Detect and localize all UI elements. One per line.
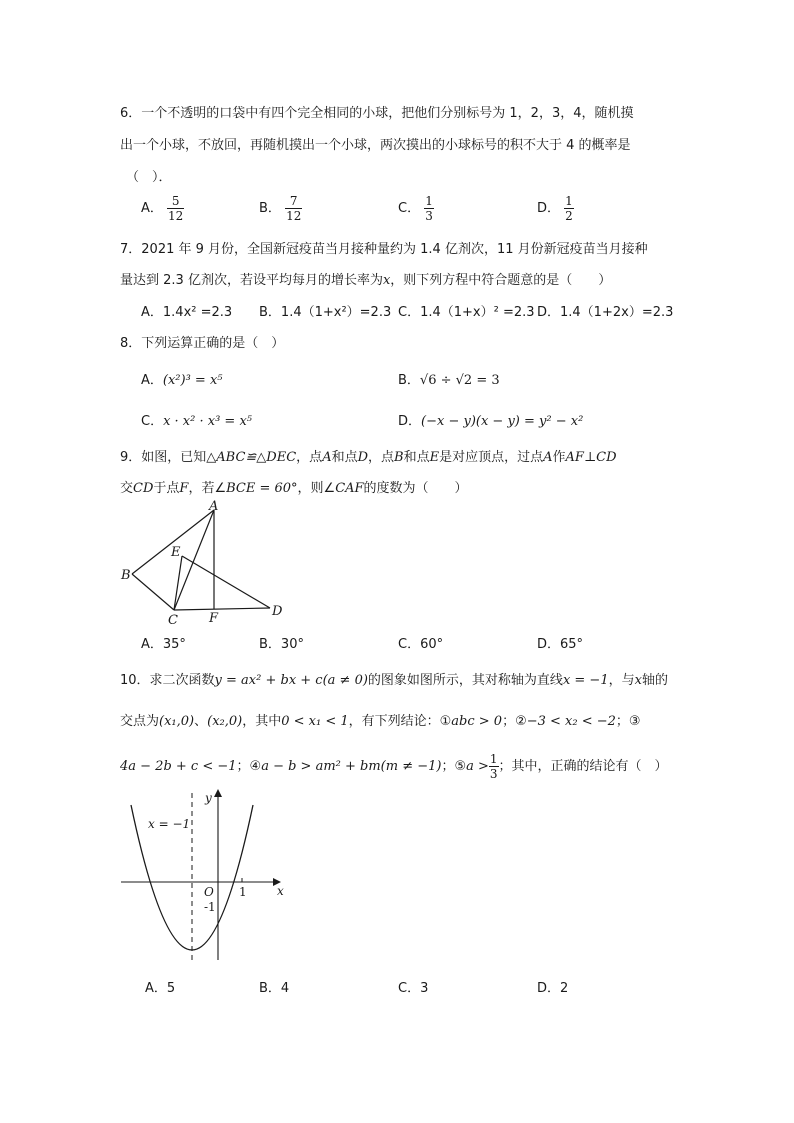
q8-option-b: B．√6 ÷ √2 = 3 [398,373,500,388]
option-label: A． [141,201,163,216]
q6-line3: （ ）． [126,170,172,185]
q6-option-b [259,194,302,223]
q10-line2: 交点为(x₁,0)、(x₂,0)，其中0 < x₁ < 1，有下列结论：①abc > 0；②−3 < x₂ < −2；③ [120,714,641,729]
fraction: $\frac{1}{3}$ [425,194,433,223]
q7-line2: 量达到 2.3 亿剂次，若设平均每月的增长率为x，则下列方程中符合题意的是（ ） [120,273,612,288]
q9-option-c: C．60° [398,637,444,652]
q9-line1: 9．如图，已知△ABC≌△DEC，点A和点D，点B和点E是对应顶点，过点A作AF⊥CD [120,450,617,465]
segment-BC [132,574,174,610]
label-C: C [168,613,178,628]
q9-option-d: D．65° [537,637,584,652]
triangle-lines [132,510,270,610]
label-B: B [121,568,131,583]
fraction: $\frac{1}{2}$ [565,194,573,223]
fraction: $\frac{5}{12}$ [168,194,184,223]
q10-option-d: D．2 [537,981,569,996]
segment-EC [174,556,182,610]
q9-option-b: B．30° [259,637,304,652]
q6-option-c [398,194,434,223]
label-A: A [209,499,219,514]
q10-option-a: A．5 [145,981,176,996]
q6-option-d [537,194,574,223]
q8-option-c: C．x · x² · x³ = x⁵ [141,414,252,429]
fraction: $\frac{7}{12}$ [286,194,302,223]
label-one: 1 [239,885,247,899]
q9-line2: 交CD于点F，若∠BCE = 60°，则∠CAF的度数为（ ） [120,481,468,496]
q7-line1: 7．2021 年 9 月份，全国新冠疫苗当月接种量约为 1.4 亿剂次，11 月份新冠疫苗当月接种 [120,242,648,257]
label-axis-eq: x = −1 [148,817,191,831]
q7-option-a: A．1.4x² =2.3 [141,305,233,320]
label-neg-one: -1 [204,900,216,914]
segment-ED [182,556,270,608]
q6-line1: 6．一个不透明的口袋中有四个完全相同的小球，把他们分别标号为 1，2，3，4，随机摸 [120,106,634,121]
fraction: $\frac{1}{3}$ [489,752,498,781]
option-label: B． [259,201,281,216]
y-axis-arrow [214,789,222,797]
q6-line2: 出一个小球，不放回，再随机摸出一个小球，两次摸出的小球标号的积不大于 4 的概率是 [120,138,631,153]
q6-option-a [141,194,184,223]
q7-option-d: D．1.4（1+2x）=2.3 [537,305,674,320]
q10-option-c: C．3 [398,981,429,996]
q10-line3: 4a − 2b + c < −1；④a − b > am² + bm(m ≠ −1)；⑤a > $\frac{1}{3}$ ；其中，正确的结论有（ ） [120,752,668,781]
parabola-graph [115,785,290,965]
label-y: y [205,791,212,805]
q8-stem: 8．下列运算正确的是（ ） [120,336,285,351]
q9-option-a: A．35° [141,637,186,652]
label-F: F [209,611,219,626]
segment-CD [174,608,270,610]
variable-x: x [382,273,391,288]
q10-option-b: B．4 [259,981,290,996]
label-x: x [277,884,284,898]
q8-option-a: A．(x²)³ = x⁵ [141,373,223,388]
option-label: D． [537,201,561,216]
q7-option-b: B．1.4（1+x²）=2.3 [259,305,392,320]
q8-option-d: D．(−x − y)(x − y) = y² − x² [398,414,584,429]
option-label: C． [398,201,421,216]
triangle-figure [110,498,300,628]
q7-option-c: C．1.4（1+x）² =2.3 [398,305,535,320]
label-origin: O [204,885,214,899]
label-E: E [171,545,181,560]
q10-line1: 10．求二次函数y = ax² + bx + c(a ≠ 0)的图象如图所示，其对称轴为直线x = −1，与x轴的 [120,673,668,688]
label-D: D [272,604,283,619]
